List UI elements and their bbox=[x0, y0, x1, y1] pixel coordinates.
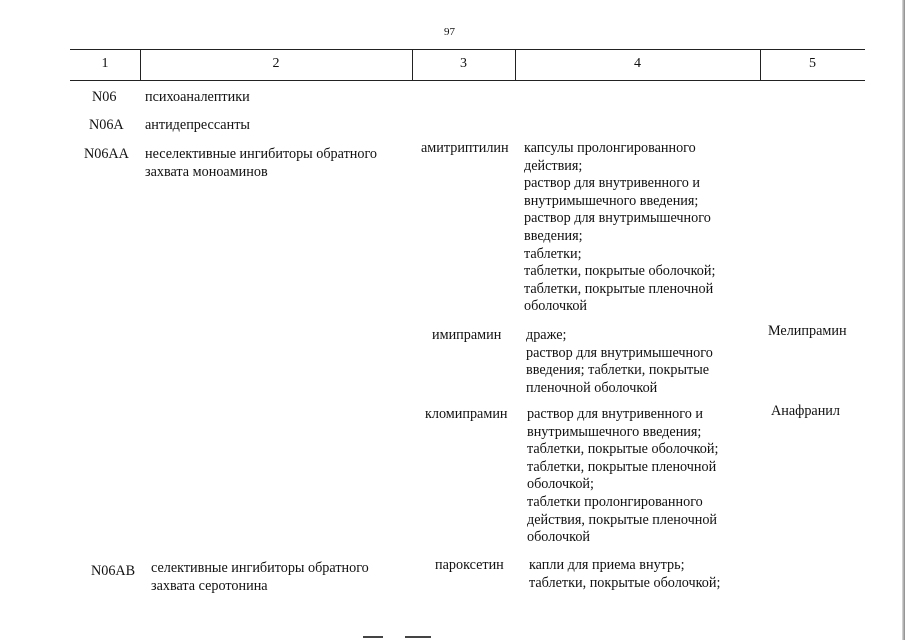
drug-name: имипрамин bbox=[432, 327, 502, 343]
dosage-forms bbox=[529, 557, 720, 592]
atc-description-line: захвата моноаминов bbox=[145, 163, 268, 180]
dosage-form-line: введения; bbox=[524, 227, 583, 244]
table-header-top-border bbox=[70, 49, 865, 50]
atc-description: психоаналептики bbox=[145, 89, 250, 105]
dosage-form-line: оболочкой bbox=[524, 298, 588, 315]
dosage-form-line: драже; bbox=[526, 327, 567, 343]
dosage-form-line: введения; таблетки, покрытые bbox=[526, 362, 710, 379]
dosage-form-line: капсулы пролонгированного bbox=[524, 140, 696, 156]
table-header-bottom-border bbox=[70, 80, 865, 81]
dosage-form-line: внутримышечного введения; bbox=[527, 423, 702, 440]
trade-name: Анафранил bbox=[771, 403, 840, 419]
page-number: 97 bbox=[444, 26, 455, 38]
drug-name: пароксетин bbox=[435, 557, 504, 573]
dosage-form-line: раствор для внутривенного и bbox=[527, 406, 703, 422]
atc-description-line: захвата серотонина bbox=[151, 577, 268, 594]
atc-description: антидепрессанты bbox=[145, 117, 250, 133]
dosage-form-line: таблетки, покрытые пленочной bbox=[524, 280, 714, 297]
dosage-forms bbox=[526, 327, 713, 397]
column-header-2: 2 bbox=[272, 56, 280, 71]
trade-name: Мелипрамин bbox=[768, 323, 847, 339]
dosage-form-line: внутримышечного введения; bbox=[524, 192, 699, 209]
dosage-form-line: раствор для внутримышечного bbox=[524, 210, 711, 227]
atc-code: N06A bbox=[89, 117, 124, 133]
dosage-forms bbox=[524, 140, 715, 316]
dosage-form-line: таблетки пролонгированного bbox=[527, 493, 703, 510]
atc-description-line: селективные ингибиторы обратного bbox=[151, 560, 369, 576]
dosage-form-line: оболочкой bbox=[527, 529, 591, 546]
atc-code: N06AB bbox=[91, 563, 136, 579]
scan-bottom-mark bbox=[363, 636, 383, 638]
dosage-form-line: действия, покрытые пленочной bbox=[527, 511, 717, 528]
column-header-3: 3 bbox=[460, 56, 467, 71]
atc-description-line: неселективные ингибиторы обратного bbox=[145, 146, 378, 162]
dosage-form-line: капли для приема внутрь; bbox=[529, 557, 685, 573]
dosage-form-line: раствор для внутривенного и bbox=[524, 175, 700, 192]
scan-bottom-mark bbox=[405, 636, 431, 638]
drug-name: кломипрамин bbox=[425, 406, 508, 422]
dosage-forms bbox=[527, 406, 718, 547]
atc-code: N06 bbox=[92, 89, 117, 105]
dosage-form-line: раствор для внутримышечного bbox=[526, 344, 713, 361]
drug-name: амитриптилин bbox=[421, 140, 509, 156]
atc-description bbox=[151, 560, 369, 595]
column-header-4: 4 bbox=[634, 56, 641, 71]
dosage-form-line: таблетки, покрытые оболочкой; bbox=[529, 574, 721, 591]
dosage-form-line: таблетки, покрытые пленочной bbox=[527, 458, 717, 475]
dosage-form-line: действия; bbox=[524, 157, 583, 174]
dosage-form-line: пленочной оболочкой bbox=[526, 379, 658, 396]
column-header-5: 5 bbox=[809, 56, 816, 71]
dosage-form-line: таблетки; bbox=[524, 245, 582, 262]
atc-code: N06AA bbox=[84, 146, 129, 162]
dosage-form-line: оболочкой; bbox=[527, 476, 594, 493]
atc-description bbox=[145, 146, 377, 181]
column-header-1: 1 bbox=[101, 56, 109, 71]
dosage-form-line: таблетки, покрытые оболочкой; bbox=[527, 441, 719, 458]
dosage-form-line: таблетки, покрытые оболочкой; bbox=[524, 263, 716, 280]
